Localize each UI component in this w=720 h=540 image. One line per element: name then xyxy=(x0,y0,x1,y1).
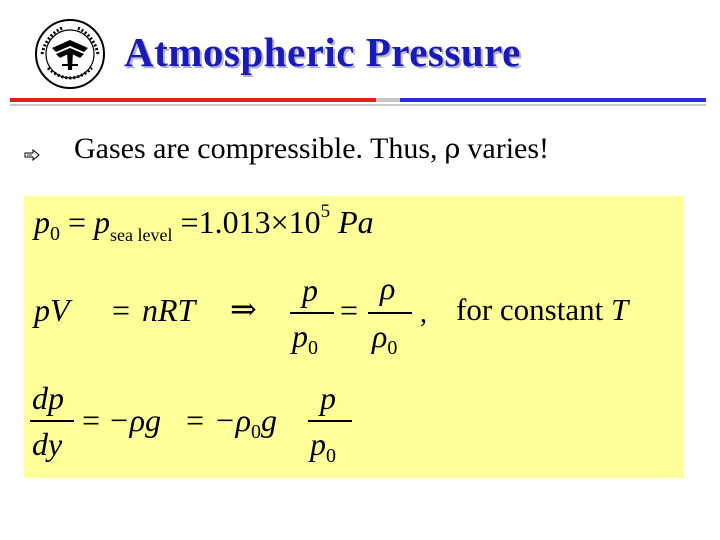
eq2-condition xyxy=(456,292,628,328)
eq1-times: × xyxy=(270,204,289,240)
equation-box xyxy=(24,196,684,478)
eq2-frac2-den-rho: ρ xyxy=(372,318,388,354)
eq1-lhs: p xyxy=(34,204,50,240)
eq2-frac1-bar xyxy=(290,312,334,314)
eq3-equals-1: = xyxy=(82,402,101,438)
eq2-lhs: pV xyxy=(34,292,70,328)
eq2-frac1-denominator xyxy=(292,318,318,359)
bullet-text-after: varies! xyxy=(467,132,550,165)
eq2-comma: , xyxy=(420,298,427,329)
university-seal-logo xyxy=(34,18,106,90)
eq1-p: p xyxy=(94,204,111,240)
eq3-frac-bar xyxy=(30,420,74,422)
eq2-implies: ⇒ xyxy=(230,290,257,328)
eq2-frac1-numerator: p xyxy=(302,272,318,308)
eq2-frac2-denominator xyxy=(372,318,398,359)
eq3-frac2-den-sub: 0 xyxy=(326,445,336,467)
eq1-sub-sea-level: sea level xyxy=(110,225,173,245)
eq3-frac2-den-p: p xyxy=(310,426,326,462)
eq2-equals-2: = xyxy=(340,292,359,328)
header-rule-blue xyxy=(400,98,706,102)
eq3-rhs-sub: 0 xyxy=(250,421,261,443)
eq2-frac1-den-p: p xyxy=(292,318,308,354)
eq3-equals-2: = xyxy=(186,402,205,438)
eq3-frac2-numerator: p xyxy=(320,380,336,416)
eq2-rhs: nRT xyxy=(142,292,196,328)
rho-symbol: ρ xyxy=(444,134,461,165)
eq1-equals-2: = xyxy=(180,204,199,240)
eq1-base: 10 xyxy=(288,204,321,240)
bullet-text-before: Gases are compressible. Thus, xyxy=(74,132,438,165)
equation-sea-level-pressure xyxy=(34,201,374,245)
eq3-mid: −ρg xyxy=(108,402,161,438)
eq2-frac2-numerator: ρ xyxy=(380,270,396,306)
header-rule-thin xyxy=(10,104,706,106)
bullet-text xyxy=(74,132,549,166)
eq3-frac-numerator: dp xyxy=(32,380,64,416)
eq3-frac2-bar xyxy=(308,420,352,422)
eq2-condition-text: for constant xyxy=(456,292,604,327)
eq3-frac2-denominator xyxy=(310,426,336,467)
eq2-frac2-bar xyxy=(368,312,412,314)
eq1-lhs-sub: 0 xyxy=(50,223,60,245)
eq2-frac2-den-sub: 0 xyxy=(387,337,398,359)
pointing-hand-icon xyxy=(24,148,40,162)
eq1-exponent: 5 xyxy=(320,201,331,222)
eq3-rhs-rho: −ρ xyxy=(214,402,251,438)
eq3-frac-denominator: dy xyxy=(32,426,63,462)
eq2-equals: = xyxy=(112,292,131,328)
eq1-unit: Pa xyxy=(338,204,374,240)
slide-title: Atmospheric Pressure xyxy=(124,29,521,75)
header-rule-gray xyxy=(376,98,400,102)
header-rule-red xyxy=(10,98,376,102)
eq1-mantissa: 1.013 xyxy=(198,204,271,240)
eq1-equals: = xyxy=(68,204,87,240)
eq2-condition-var: T xyxy=(610,292,629,327)
eq2-frac1-den-sub: 0 xyxy=(308,337,318,359)
eq3-rhs-g: g xyxy=(260,402,277,438)
eq3-rhs xyxy=(214,402,277,443)
